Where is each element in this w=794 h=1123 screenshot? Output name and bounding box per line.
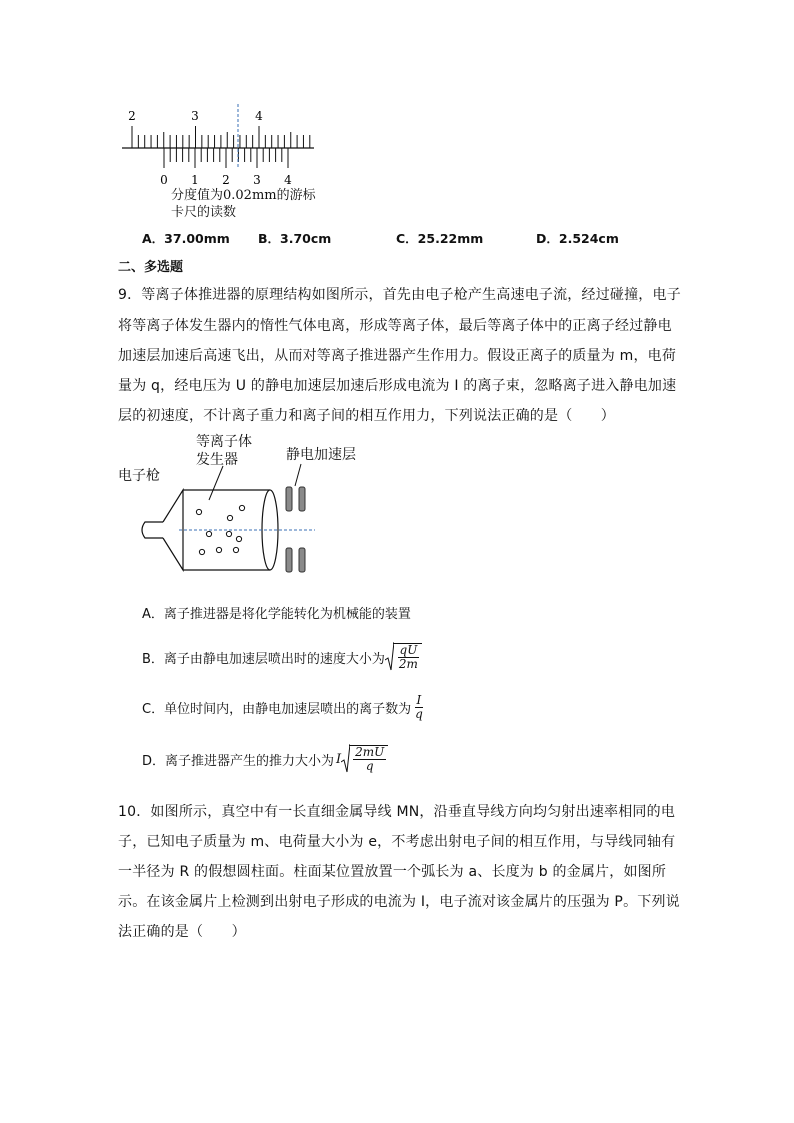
vernier-scale-label: 2 (222, 173, 230, 187)
q9-line-1: 9．等离子体推进器的原理结构如图所示，首先由电子枪产生高速电子流，经过碰撞，电子 (118, 287, 681, 303)
q10-line-3: 一半径为 R 的假想圆柱面。柱面某位置放置一个弧长为 a、长度为 b 的金属片，如图所 (118, 864, 667, 880)
q9-option-b-formula (385, 642, 422, 672)
q9-option-c-formula (413, 694, 425, 721)
q10-line-2: 子，已知电子质量为 m、电荷量大小为 e，不考虑出射电子间的相互作用，与导线同轴有 (118, 834, 676, 850)
label-electron-gun: 电子枪 (118, 468, 160, 484)
q9-c-num: I (416, 693, 422, 707)
vernier-scale-label: 0 (160, 173, 168, 187)
q9-option-d-text: D．离子推进器产生的推力大小为 (142, 753, 335, 769)
q9-b-den: 2m (398, 657, 418, 671)
q10-line-5: 法正确的是（ ） (118, 924, 246, 940)
main-scale-label: 2 (128, 109, 136, 123)
q9-line-4: 量为 q，经电压为 U 的静电加速层加速后形成电流为 I 的离子束，忽略离子进入静电加速 (118, 378, 677, 394)
section-title: 二、多选题 (118, 260, 184, 275)
q9-option-c-text: C．单位时间内，由静电加速层喷出的离子数为 (142, 702, 412, 717)
q9-option-c (142, 694, 427, 721)
q9-line-5: 层的初速度，不计离子重力和离子间的相互作用力，下列说法正确的是（ ） (118, 408, 615, 424)
q9-line-3: 加速层加速后高速飞出，从而对等离子推进器产生作用力。假设正离子的质量为 m，电荷 (118, 348, 677, 364)
q9-b-num: qU (399, 643, 418, 657)
q9-line-2: 将等离子体发生器内的惰性气体电离，形成等离子体，最后等离子体中的正离子经过静电 (118, 318, 672, 334)
vernier-scale-label: 1 (191, 173, 199, 187)
q9-d-den: q (365, 759, 374, 773)
caliper-caption-line1: 分度值为0.02mm的游标 (171, 188, 316, 203)
q9-option-b (142, 642, 422, 672)
q9-option-d (142, 744, 388, 774)
vernier-scale-label: 4 (284, 173, 292, 187)
q9-option-d-formula (341, 744, 388, 774)
label-accel-layer: 静电加速层 (286, 447, 356, 463)
q10-line-4: 示。在该金属片上检测到出射电子形成的电流为 I，电子流对该金属片的压强为 P。下列说 (118, 894, 680, 910)
q8-option-c: C．25.22mm (396, 231, 484, 246)
vernier-scale-label: 3 (253, 173, 261, 187)
label-generator-2: 发生器 (196, 452, 238, 468)
q8-option-a: A．37.00mm (142, 231, 230, 246)
main-scale-label: 3 (191, 109, 199, 123)
caliper-caption-line2: 卡尺的读数 (171, 205, 237, 220)
q10-line-1: 10．如图所示，真空中有一长直细金属导线 MN，沿垂直导线方向均匀射出速率相同的电 (118, 804, 676, 820)
q9-c-den: q (415, 707, 423, 721)
q8-option-b: B．3.70cm (258, 231, 332, 246)
q9-option-b-text: B．离子由静电加速层喷出时的速度大小为 (142, 651, 385, 667)
q8-option-d: D．2.524cm (536, 231, 619, 246)
label-generator-1: 等离子体 (196, 434, 252, 450)
q9-d-num: 2mU (355, 745, 385, 759)
q9-option-a: A．离子推进器是将化学能转化为机械能的装置 (142, 607, 411, 622)
q9-d-coef: I (336, 751, 342, 767)
main-scale-label: 4 (255, 109, 263, 123)
